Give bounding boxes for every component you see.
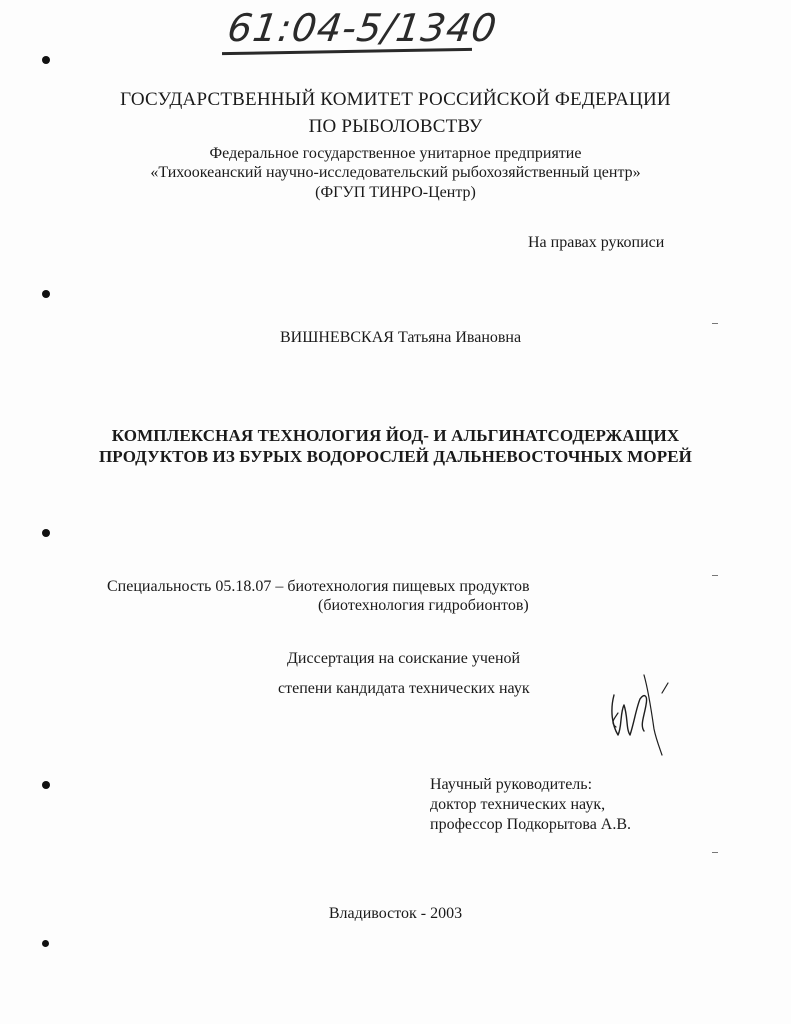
archive-stamp: 61:04-5/1340 (224, 6, 501, 50)
city-year: Владивосток - 2003 (328, 905, 463, 922)
signature-mark (600, 665, 670, 760)
punch-hole (42, 940, 49, 947)
rights-note: На правах рукописи (528, 234, 665, 251)
committee-line-1: ГОСУДАРСТВЕННЫЙ КОМИТЕТ РОССИЙСКОЙ ФЕДЕРАЦИИ (120, 89, 671, 110)
org-line-2: «Тихоокеанский научно-исследовательский рыбохозяйственный центр» (150, 164, 641, 181)
supervisor-name: профессор Подкорытова А.В. (430, 816, 632, 833)
punch-hole (42, 529, 50, 537)
author-name: ВИШНЕВСКАЯ Татьяна Ивановна (280, 329, 522, 346)
punch-hole (42, 290, 50, 298)
committee-line-2: ПО РЫБОЛОВСТВУ (308, 116, 483, 137)
title-line-2: ПРОДУКТОВ ИЗ БУРЫХ ВОДОРОСЛЕЙ ДАЛЬНЕВОСТОЧНЫХ МОРЕЙ (98, 447, 692, 466)
scan-mark (712, 323, 718, 324)
supervisor-label: Научный руководитель: (430, 776, 593, 793)
dissertation-line-1: Диссертация на соискание ученой (287, 650, 521, 667)
specialty-line-2: (биотехнология гидробионтов) (318, 597, 529, 614)
org-line-3: (ФГУП ТИНРО-Центр) (315, 184, 476, 201)
supervisor-degree: доктор технических наук, (430, 796, 606, 813)
punch-hole (42, 781, 50, 789)
punch-hole (42, 56, 50, 64)
scan-mark (712, 852, 718, 853)
title-line-1: КОМПЛЕКСНАЯ ТЕХНОЛОГИЯ ЙОД- И АЛЬГИНАТСОДЕРЖАЩИХ (111, 426, 680, 445)
dissertation-line-2: степени кандидата технических наук (278, 680, 530, 697)
specialty-line-1: Специальность 05.18.07 – биотехнология пищевых продуктов (107, 578, 530, 595)
scan-mark (712, 575, 718, 576)
org-line-1: Федеральное государственное унитарное предприятие (209, 145, 582, 162)
